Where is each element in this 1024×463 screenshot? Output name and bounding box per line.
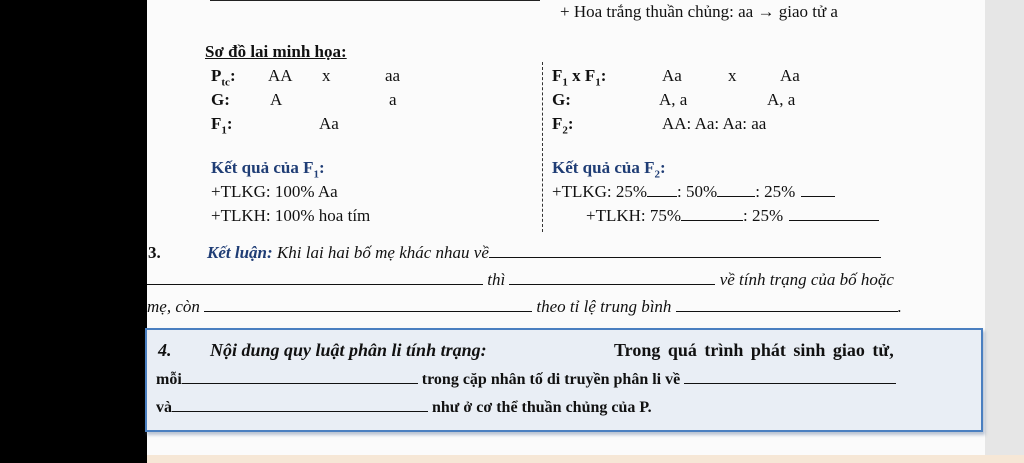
diagram-title: Sơ đồ lai minh họa: [205,42,347,61]
blank[interactable] [801,182,835,197]
blank[interactable] [182,369,418,384]
f1-gametes-1: A, a [659,90,688,109]
blank[interactable] [647,182,677,197]
blank[interactable] [489,243,881,258]
result-f2-tlkg: +TLKG: 25% : 50% : 25% [552,182,835,202]
blank[interactable] [147,270,483,285]
header-line: + Hoa trắng thuần chủng: aa → giao tử a [560,2,838,21]
result-f1-tlkh: +TLKH: 100% hoa tím [211,206,371,225]
f2-label: $F_2$: [552,114,574,137]
g-gamete-2: a [389,90,397,109]
column-divider [542,62,543,232]
blank[interactable] [676,297,898,312]
conclusion-line2: thì về tính trạng của bố hoặc [147,270,894,290]
side-strip [985,0,1024,463]
blank[interactable] [681,206,743,221]
bottom-tint [147,455,1024,463]
p-cross-sign: x [322,66,331,85]
p-label: $P_{tc}$: [211,66,236,89]
result-f1-tlkg: +TLKG: 100% Aa [211,182,338,201]
conclusion-number: 3. [148,243,161,262]
f1-parent2: Aa [780,66,800,85]
conclusion-line1: Kết luận: Khi lai hai bố mẹ khác nhau về [207,243,881,263]
f1-gametes-2: A, a [767,90,796,109]
p-parent1: AA [268,66,293,85]
blank[interactable] [172,397,428,412]
result-f2-heading: Kết quả của $F_2$: [552,158,666,181]
g-label-left: G: [211,90,230,109]
g-gamete-1: A [270,90,283,109]
law-label: Nội dung quy luật phân li tính trạng: [210,340,487,360]
blank[interactable] [717,182,755,197]
f1-value: Aa [319,114,339,133]
law-line3: và như ở cơ thể thuần chủng của P. [156,399,652,416]
g-label-right: G: [552,90,571,109]
result-f2-tlkh: +TLKH: 75% : 25% [586,206,879,226]
law-line2: mỗi trong cặp nhân tố di truyền phân li về [156,369,896,390]
blank[interactable] [684,369,896,384]
f1-cross-sign: x [728,66,737,85]
f1-parent1: Aa [662,66,682,85]
result-f1-heading: Kết quả của $F_1$: [211,158,325,181]
f1xf1-label: $F_1$ x $F_1$: [552,66,607,89]
top-rule [210,0,540,1]
conclusion-line3: mẹ, còn theo tỉ lệ trung bình . [147,297,902,316]
blank[interactable] [789,206,879,221]
blank[interactable] [509,270,715,285]
law-number: 4. [158,340,172,360]
f2-value: AA: Aa: Aa: aa [662,114,767,133]
f1-label: $F_1$: [211,114,233,137]
law-text1: Trong quá trình phát sinh giao tử, [614,340,894,360]
blank[interactable] [204,297,532,312]
p-parent2: aa [385,66,401,85]
